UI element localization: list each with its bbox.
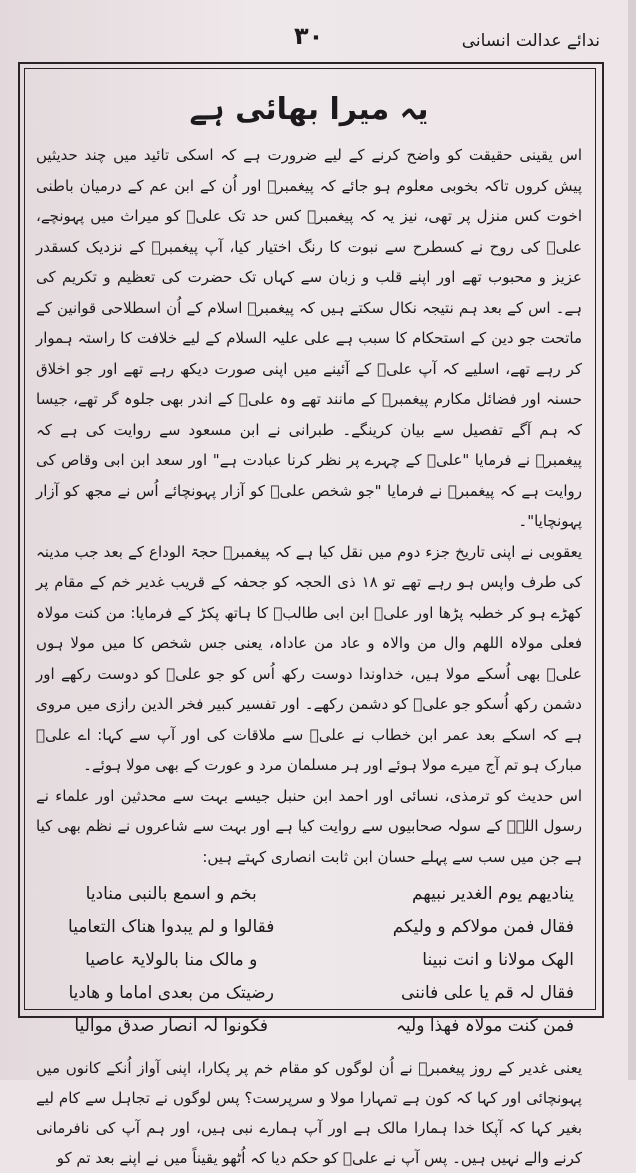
verse-first-hemistich: الھک مولانا و انت نبینا — [422, 950, 574, 970]
verse-first-hemistich: ینادیھم یوم الغدیر نبیھم — [411, 884, 574, 904]
verse-second-hemistich: فکونوا لہ انصار صدق موالیا — [74, 1016, 268, 1036]
verse-line — [44, 977, 574, 1010]
paragraph-narration: اس حدیث کو ترمذی، نسائی اور احمد ابن حنبل جیسے بہت سے محدثین اور علماء نے رسول اللہؐ کے سولہ صحابیوں سے روایت کیا ہے اور بہت سے شاعروں نے نظم بھی کیا ہے جن میں سب سے پہلے حسان ابن ثابت انصاری کہتے ہیں: — [36, 786, 582, 866]
page-number: ۳۰ — [294, 22, 324, 50]
paragraph-ghadir: یعقوبی نے اپنی تاریخ جزء دوم میں نقل کیا ہے کہ پیغمبرؐ حجۃ الوداع کے بعد جب مدینہ کی طرف واپس ہو رہے تھے تو ۱۸ ذی الحجہ کو جحفہ کے قریب غدیر خم کے مقام پر کھڑے ہو کر خطبہ پڑھا اور علیؑ ابن ابی طالبؑ کا ہاتھ پکڑ کے فرمایا: من کنت مولاہ فعلی مولاہ اللھم وال من والاہ و عاد من عاداہ، یعنی جس شخص کا میں مولا ہوں علیؑ بھی اُسکے مولا ہیں، خداوندا دوست رکھ اُس کو جو علیؑ کو دوست رکھے اور دشمن رکھ اُسکو جو علیؑ کو دشمن رکھے۔ اور تفسیر کبیر فخر الدین رازی میں مروی ہے کہ اسکے بعد عمر ابن خطاب نے علیؑ سے ملاقات کی اور آپ سے کہا: اے علیؑ مبارک ہو تم آج میرے مولا ہوئے اور ہر مسلمان مرد و عورت کے بھی مولا ہوئے۔ — [36, 542, 582, 774]
verse-first-hemistich: فمن کنت مولاہ فھذا ولیہ — [395, 1016, 574, 1036]
paragraph-translation: یعنی غدیر کے روز پیغمبرؐ نے اُن لوگوں کو مقام خم پر پکارا، اپنی آواز اُنکے کانوں میں پہونچائی اور کہا کہ کون ہے تمہارا مولا و سرپرست؟ پس لوگوں نے تجاہل سے کام لیے بغیر کہا کہ آپکا خدا ہمارا مالک ہے اور آپ ہمارے نبی ہیں، اور ہم آپ کی نافرمانی کرنے والے نہیں ہیں۔ پس آپ نے علیؑ کو حکم دیا کہ اُٹھو یقیناً میں نے اپنے بعد تم کو — [36, 1059, 582, 1167]
page-content — [32, 72, 586, 1167]
verse-second-hemistich: فقالوا و لم یبدوا ھناک التعامیا — [68, 917, 275, 937]
verse-second-hemistich: و مالک منا بالولایۃ عاصیا — [85, 950, 258, 970]
verse-line — [44, 911, 574, 944]
verse-second-hemistich: بخم و اسمع بالنبی منادیا — [85, 884, 257, 904]
poem-verses — [32, 878, 586, 1043]
verse-first-hemistich: فقال لہ قم یا علی فاننی — [400, 983, 574, 1003]
verse-line — [44, 1010, 574, 1043]
verse-first-hemistich: فقال فمن مولاکم و ولیکم — [392, 917, 574, 937]
page-edge-shadow — [628, 0, 636, 1080]
verse-line — [44, 878, 574, 911]
verse-line — [44, 944, 574, 977]
verse-second-hemistich: رضیتک من بعدی اماما و ھادیا — [68, 983, 274, 1003]
section-heading: یہ میرا بھائی ہے — [189, 92, 429, 127]
page-header — [16, 14, 620, 58]
paragraph-intro: اس یقینی حقیقت کو واضح کرنے کے لیے ضرورت ہے کہ اسکی تائید میں چند حدیثیں پیش کروں تاکہ بخوبی معلوم ہو جائے کہ پیغمبرؐ اور اُن کے ابن عم کے درمیان باطنی اخوت کس منزل پر تھی، نیز یہ کہ پیغمبرؐ کس حد تک علیؑ کو میراث میں پہونچے، علیؑ کی روح نے کسطرح سے نبوت کا رنگ اختیار کیا، آپ پیغمبرؐ کے نزدیک کسقدر عزیز و محبوب تھے اور اپنے قلب و زبان سے کہاں تک حضرت کی تعظیم و تکریم کی ہے۔ اس کے بعد ہم نتیجہ نکال سکتے ہیں کہ پیغمبرؐ اسلام کے اُن اسطلاحی قوانین کے ماتحت جو دین کے استحکام کا سبب ہے علی علیہ السلام کے لیے خلافت کا راستہ ہموار کر رہے تھے، اسلیے کہ آپ علیؑ کے آئینے میں اپنی صورت دیکھ رہے تھے اور جو اخلاق حسنہ اور فضائل مکارم پیغمبرؐ کے مانند تھے وہ علیؑ کے اندر بھی جلوہ گر تھے، جیسا کہ ہم آگے تفصیل سے بیان کرینگے۔ طبرانی نے ابن مسعود سے روایت کی ہے کہ پیغمبرؐ نے فرمایا "علیؑ کے چہرے پر نظر کرنا عبادت ہے" اور سعد ابن ابی وقاص کی روایت ہے کہ پیغمبرؐ نے فرمایا "جو شخص علیؑ کو آزار پہونچائے اُس نے مجھ کو آزار پہونچایا"۔ — [36, 146, 582, 530]
running-book-title: ندائے عدالت انسانی — [461, 31, 600, 51]
